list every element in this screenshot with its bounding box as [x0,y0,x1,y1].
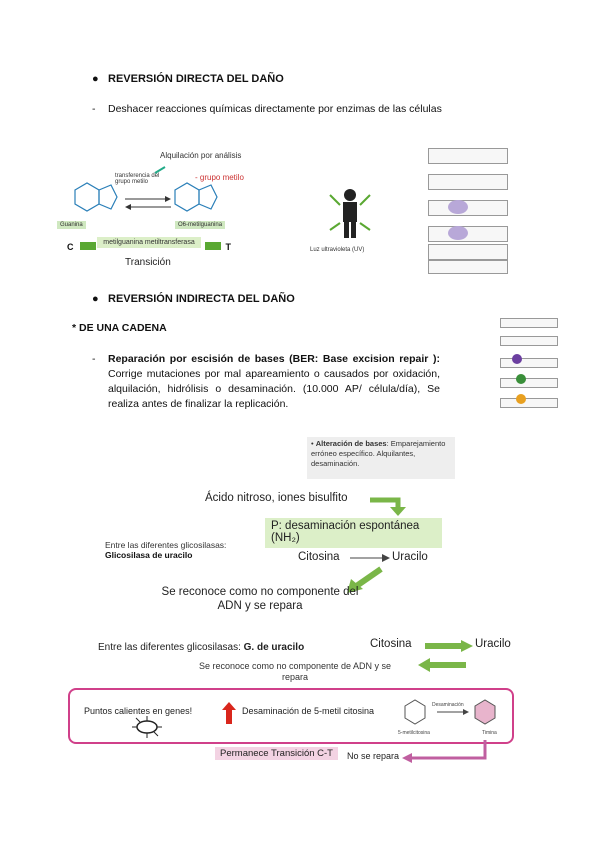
mol-mid-label: Desaminación [432,702,464,708]
dna-strip [428,174,508,190]
item-ber [108,352,440,412]
fig-bottom-box: metilguanina metiltransferasa [97,237,201,248]
dna-strip [428,244,508,260]
molecule-drawings [55,165,285,245]
fig-top-label: Alquilación por análisis [160,151,242,160]
line2-intro: Entre las diferentes glicosilasas: [98,642,244,653]
person-icon [310,185,390,245]
item-ber-bold: Reparación por escisión de bases (BER: Base excision repair ): [108,353,440,365]
mol-right-label: Timina [482,730,497,736]
green-arrow-right-icon [425,640,473,652]
note-text: : Emparejamiento erróneo específico. Alquilantes, desaminación. [311,439,446,468]
methylation-figure [55,145,285,275]
green-arrow-left-icon [80,242,96,250]
item-direct: Deshacer reacciones químicas directamente por enzimas de las células [108,103,442,115]
dna-strip [500,318,558,328]
fig-t-label: T [225,242,231,252]
fig-mid-label: transferencia del grupo metilo [115,173,160,185]
red-arrow-up-icon [222,702,236,724]
hot-spot-frame [68,688,514,744]
dash-1: - [92,103,96,115]
recognized2-label: Se reconoce como no componente de ADN y se repara [198,661,392,682]
alteration-note: • Alteración de bases: Emparejamiento erróneo específico. Alquilantes, desaminación. [307,437,455,479]
green-arrow-down-icon [370,495,410,517]
hot-spots-label: Puntos calientes en genes! [84,706,193,716]
mol-left-label: 5-metilcitosina [398,730,430,736]
fig-transicion: Transición [125,257,171,268]
heading-direct: REVERSIÓN DIRECTA DEL DAÑO [108,73,284,85]
citosina2-label: Citosina [370,638,412,650]
uracilo2-label: Uracilo [475,638,511,650]
bullet-1: ● [92,73,99,85]
dna-strip [500,336,558,346]
note-bold: Alteración de bases [315,439,387,448]
dna-strips-1 [428,148,508,273]
glyco-intro-group [105,540,226,560]
glyco-bold: Glicosilasa de uracilo [105,550,193,560]
subheading: * DE UNA CADENA [72,322,167,334]
dash-2: - [92,353,96,365]
dna-strip [428,148,508,164]
fig-right-label: - grupo metilo [195,173,244,182]
permanent-box: Permanece Transición C-T [215,747,338,760]
dna-strip [428,200,508,216]
enzyme-blob [448,226,468,240]
ber-figure [452,318,557,408]
enzyme-blob [448,200,468,214]
fig-left-small: Guanina [57,221,86,229]
dna-strip [428,226,508,242]
deamination-label: Desaminación de 5-metil citosina [242,706,375,716]
bullet-2: ● [92,293,99,305]
line2-bold: G. de uracilo [243,642,305,653]
fig-right-small: O6-metilguanina [175,221,225,229]
line2-group [98,642,304,653]
citosina-label: Citosina [298,551,340,563]
green-arrow-right-icon [205,242,221,250]
person-label: Luz ultravioleta (UV) [310,247,365,253]
item-ber-text: Corrige mutaciones por mal apareamiento o causados por oxidación, alquilación, hidrólisis o desaminación. (10.000 AP/ célula/día), Se realiza antes de finalizar la replicación. [108,368,440,410]
pink-arrow-icon [400,740,490,768]
deamination-box: P: desaminación espontánea (NH₂) [265,518,442,548]
fig-c-label: C [67,242,74,252]
bacteria-icon [132,716,162,738]
enzyme-dot [516,394,526,404]
dna-strip [500,398,558,408]
enzyme-dot [512,354,522,364]
c-label-group [67,237,96,255]
enzyme-dot [516,374,526,384]
recognized-label: Se reconoce como no componente del ADN y se repara [161,586,359,612]
heading-indirect: REVERSIÓN INDIRECTA DEL DAÑO [108,293,295,305]
no-repair-label: No se repara [347,751,400,761]
dna-strip [428,260,508,274]
glyco-intro: Entre las diferentes glicosilasas: [105,540,227,550]
arrow-right-icon [350,553,390,563]
green-arrow-left-icon [418,658,466,672]
t-label-group [205,237,231,255]
person-figure [310,185,390,260]
acid-label: Ácido nitroso, iones bisulfito [205,492,348,504]
uracilo-label: Uracilo [392,551,428,563]
dna-strip [500,378,558,388]
dna-strip [500,358,558,368]
